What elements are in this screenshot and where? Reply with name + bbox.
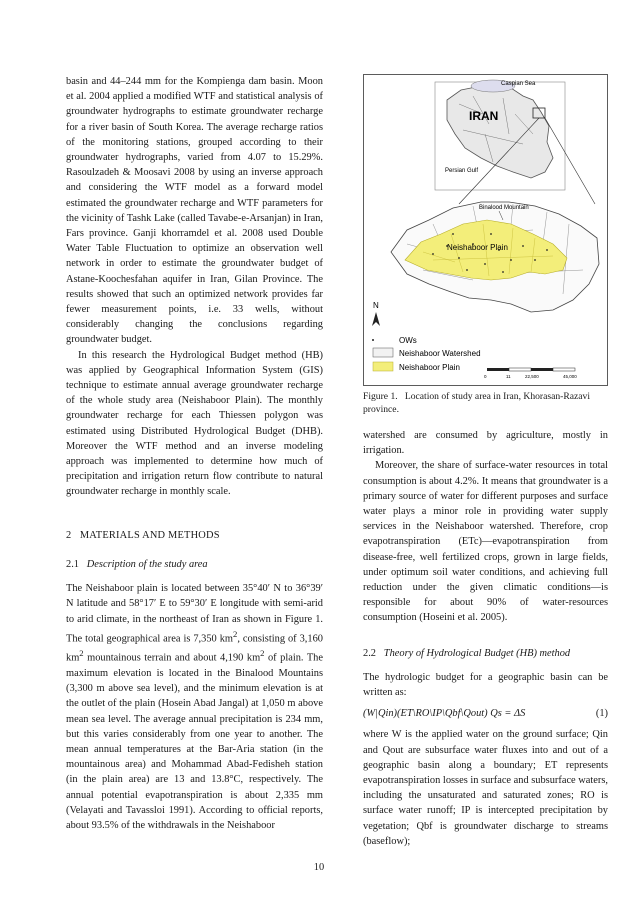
subsection-title: Description of the study area <box>86 558 208 570</box>
legend-plain-symbol <box>373 362 393 371</box>
label-binalood: Binalood Mountain <box>479 205 529 211</box>
label-neishaboor-plain: Neishaboor Plain <box>447 243 508 252</box>
section-title: MATERIALS AND METHODS <box>79 529 220 541</box>
superscript-2: 2 <box>232 628 238 639</box>
right-paragraph-3: The hydrologic budget for a geographic basin can be written as: <box>363 671 608 699</box>
caption-label: Figure 1. <box>363 391 398 402</box>
subsection-heading-2-1 <box>66 557 323 572</box>
subsection-heading-2-2 <box>363 646 608 661</box>
scale-label-1: 11 <box>506 374 511 379</box>
subsection-number: 2.1 <box>66 558 79 570</box>
legend-ows-symbol <box>372 339 374 341</box>
para3-part-a: The Neishaboor plain is located between 35°40′ N to 36°39′ N latitude and 58°17′ E to 59°30′ E longitude with semi-arid to arid climate, in the northeast of Iran as shown in Figure 1. The total geographical area is 7,350 km <box>66 583 323 645</box>
study-area-map <box>363 74 608 386</box>
left-column <box>66 74 323 833</box>
figure-caption <box>363 390 608 416</box>
section-number: 2 <box>66 529 72 541</box>
scale-label-3: 45,000 <box>563 374 577 379</box>
para3-part-b: , consisting of 3,160 km <box>66 633 323 664</box>
right-paragraph-1: watershed are consumed by agriculture, mostly in irrigation. <box>363 430 608 457</box>
para3-part-c: mountainous terrain and about 4,190 km <box>83 652 261 664</box>
legend-ows: OWs <box>399 336 417 345</box>
right-paragraph-2: Moreover, the share of surface-water resources in total consumption is about 4.2%. It means that groundwater is a primary source of water for different purposes and surface water plays a minor role in providing water supply services in the Neishaboor watershed. Therefore, crop evapotranspiration (ETc)—evapotranspiration from disease-free, well fertilized crops, grown in large fields, under optimum soil water conditions, and achieving full reduction under the given climatic conditions—is responsible for about 90% of water-resources consumption (Hoseini et al. 2005). <box>363 460 608 624</box>
para3-part-d: of plain. The maximum elevation is located in the Binalood Mountains (3,300 m above sea level), and the minimum elevation is at the outlet of the plain (Hosein Abad Jangal) at 1,050 m above mean sea level. The average annual precipitation is 234 mm, but this varies considerably from one year to another. The mean annual temperatures at the Bar-Aria station (in the mountainous area) and Mohammad Abad-Fedisheh station (in the plain area) are 13 and 13.8°C, respectively. The annual potential evapotranspiration is about 2,335 mm (Velayati and Tavassloi 1991). According to official reports, about 93.5% of the withdrawals in the Neishaboor <box>66 652 323 832</box>
superscript-2: 2 <box>260 648 265 659</box>
left-paragraph-1: basin and 44–244 mm for the Kompienga dam basin. Moon et al. 2004 applied a modified WTF and statistical analysis of groundwater hydrographs to estimate groundwater recharge for a river basin of South Korea. The average recharge ratios of the monitoring stations, grouped according to their groundwater hydrographs, varied from 4.07 to 15.29%. Rasoulzadeh & Moosavi 2008 by using an inverse approach and considering the WTF model as a forward model estimated the groundwater recharge and WTF parameters for the vicinity of Tashk Lake (called Tavabe-e-Arsanjan) in Iran, Fars province. Ganji khorramdel et al. 2008 used Double Water Table Fluctuation to optimize an observation well network in order to estimate the groundwater budget of Astane-Koochesfahan aquifer in Iran, Gilan Province. The results showed that such an optimized network provides far fewer measurement points, i.e. 33 wells, without considerably changing the conclusions regarding groundwater budget. <box>66 76 323 346</box>
subsection-title: Theory of Hydrological Budget (HB) method <box>383 647 571 659</box>
right-paragraph-4: where W is the applied water on the ground surface; Qin and Qout are subsurface water fluxes into and out of a geographic basin along a boundary; ET represents evapotranspiration losses in surface and subsurface waters, including the unsaturated and saturated zones; RO is surface water runoff; IP is intercepted precipitation by vegetation; Qbf is groundwater discharge to streams (baseflow); <box>363 729 608 847</box>
superscript-2: 2 <box>79 648 84 659</box>
caption-text: Location of study area in Iran, Khorasan-Razavi province. <box>363 391 590 415</box>
label-persian-gulf: Persian Gulf <box>445 168 479 174</box>
scale-label-2: 22,500 <box>525 374 539 379</box>
legend-watershed: Neishaboor Watershed <box>399 349 481 358</box>
scale-label-0: 0 <box>484 374 487 379</box>
right-column <box>363 74 608 849</box>
north-arrow-label: N <box>373 301 379 310</box>
equation-1 <box>363 706 608 721</box>
figure-1 <box>363 74 608 386</box>
legend-watershed-symbol <box>373 348 393 357</box>
left-paragraph-3 <box>66 581 323 833</box>
section-heading <box>66 528 323 543</box>
legend-plain: Neishaboor Plain <box>399 363 460 372</box>
subsection-number: 2.2 <box>363 647 376 659</box>
scale-bar <box>487 368 509 371</box>
left-paragraph-2: In this research the Hydrological Budget method (HB) was applied by Geographical Information System (GIS) technique to estimate annual average groundwater recharge of the whole study area (Neishaboor Plain). The monthly groundwater recharge for each Thiessen polygon was estimated using Distributed Hydrological Budget (DHB). Moreover the WTF method and an inverse modeling approach was implemented to determine how much of precipitation and irrigation return flow contribute to natural groundwater recharge in monthly scale. <box>66 349 323 498</box>
label-iran: IRAN <box>469 109 499 123</box>
equation-number: (1) <box>595 708 608 720</box>
page-number: 10 <box>313 862 325 873</box>
label-caspian-sea: Caspian Sea <box>501 81 536 87</box>
equation-text: (W|Qin)(ET\RO\IP\Qbf\Qout) Qs = ΔS <box>363 708 526 720</box>
